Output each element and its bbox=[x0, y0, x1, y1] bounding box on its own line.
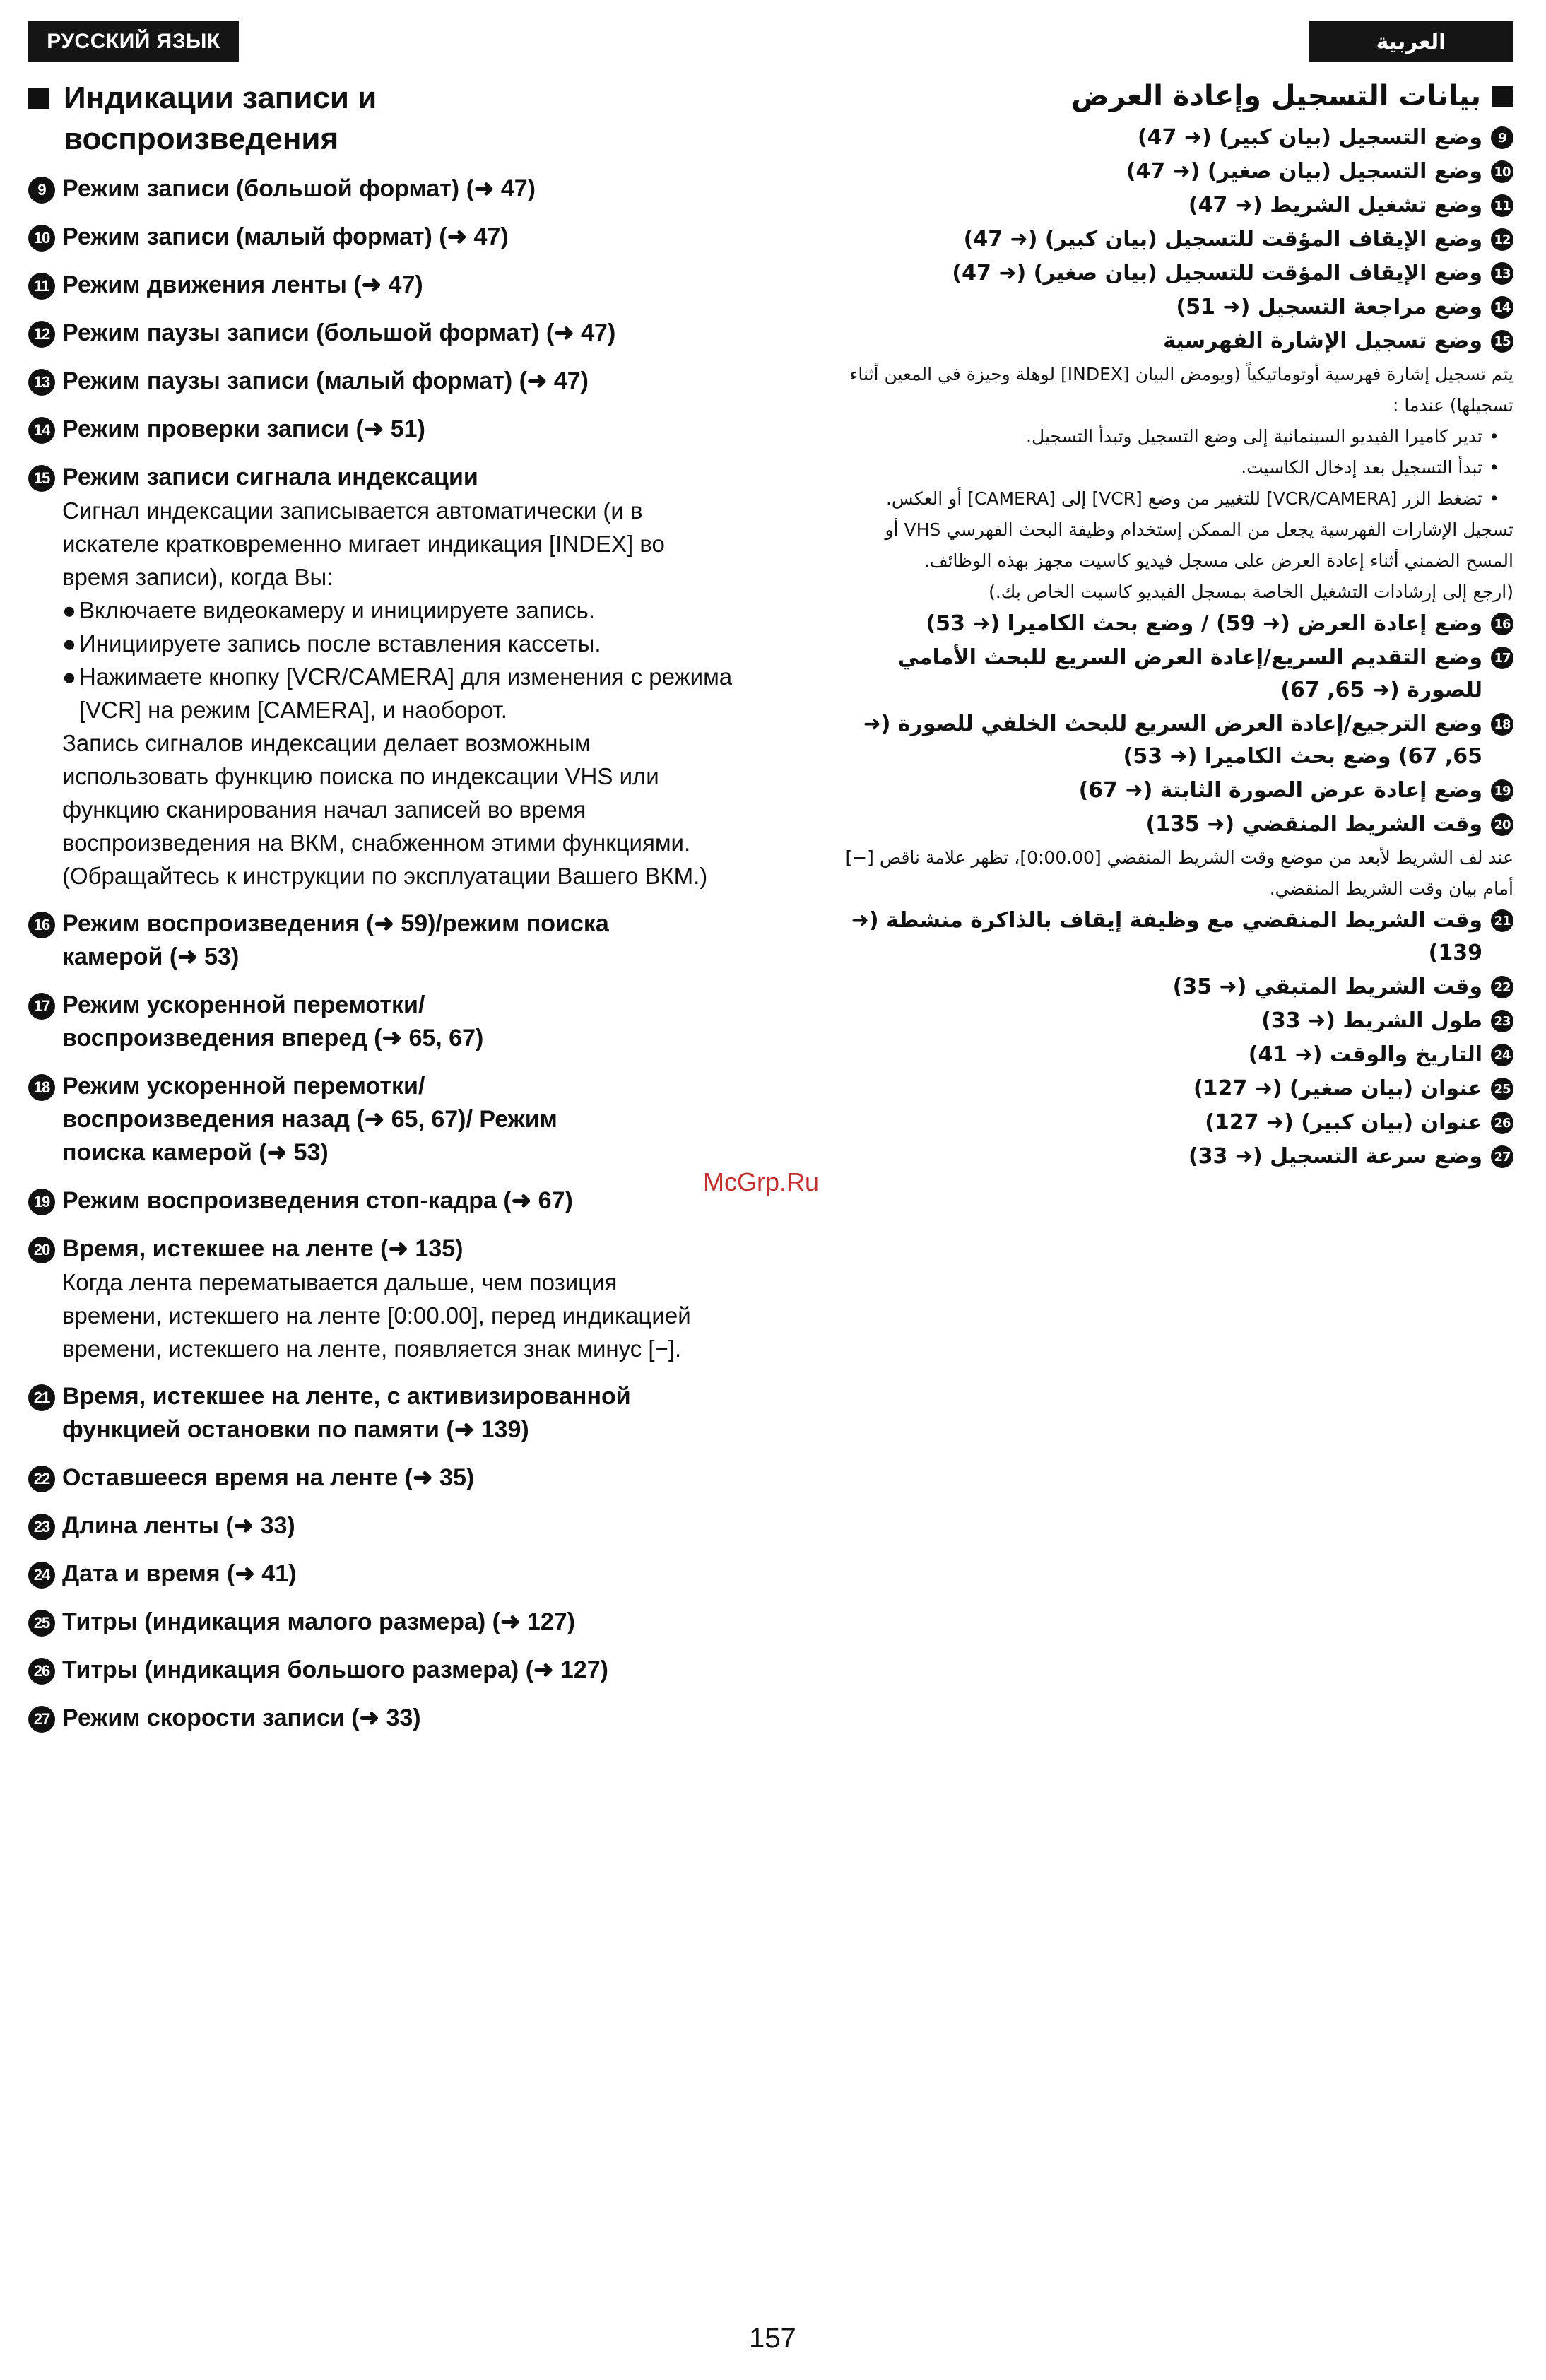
item-title: Режим записи сигнала индексации bbox=[62, 464, 478, 490]
bullet-icon: • bbox=[1489, 426, 1499, 447]
item-title: وقت الشريط المنقضي (➜ 135) bbox=[1145, 812, 1482, 837]
item-title: Режим движения ленты (➜ 47) bbox=[62, 271, 423, 298]
item-title: Режим ускоренной перемотки/ воспроизведения назад (➜ 65, 67)/ Режим поиска камерой (➜ 53) bbox=[62, 1073, 557, 1166]
circled-number-icon: 12 bbox=[1491, 228, 1513, 251]
list-item bbox=[28, 1702, 735, 1735]
circled-number-icon: 16 bbox=[28, 912, 55, 938]
list-item bbox=[834, 223, 1513, 256]
list-item bbox=[28, 1380, 735, 1447]
bullet-icon: • bbox=[1489, 488, 1499, 509]
list-item bbox=[834, 608, 1513, 640]
circled-number-icon: 24 bbox=[28, 1562, 55, 1589]
bullet-item: • تبدأ التسجيل بعد إدخال الكاسيت. bbox=[834, 452, 1513, 483]
list-item bbox=[834, 1039, 1513, 1071]
circled-number-icon: 15 bbox=[1491, 330, 1513, 353]
circled-number-icon: 17 bbox=[1491, 647, 1513, 669]
item-description: Сигнал индексации записывается автоматически (и в искателе кратковременно мигает индикация [INDEX] во время записи), когда Вы: bbox=[62, 497, 665, 590]
item-title: وضع تسجيل الإشارة الفهرسية bbox=[1163, 329, 1482, 353]
list-item bbox=[834, 971, 1513, 1003]
language-tab-arabic: العربية bbox=[1309, 21, 1513, 62]
circled-number-icon: 21 bbox=[1491, 909, 1513, 932]
list-item bbox=[28, 1606, 735, 1639]
item-title: Режим ускоренной перемотки/ воспроизведения вперед (➜ 65, 67) bbox=[62, 991, 484, 1051]
item-title: Оставшееся время на ленте (➜ 35) bbox=[62, 1464, 475, 1491]
item-title: وضع التسجيل (بيان صغير) (➜ 47) bbox=[1126, 159, 1482, 184]
bullet-item: ● Инициируете запись после вставления кассеты. bbox=[62, 627, 735, 660]
item-title: وضع الإيقاف المؤقت للتسجيل (بيان صغير) (➜ 47) bbox=[952, 261, 1482, 285]
circled-number-icon: 14 bbox=[28, 417, 55, 444]
list-item bbox=[28, 1654, 735, 1687]
item-title: وقت الشريط المتبقي (➜ 35) bbox=[1172, 974, 1482, 999]
item-title: وضع مراجعة التسجيل (➜ 51) bbox=[1176, 295, 1482, 319]
list-item bbox=[28, 269, 735, 302]
item-title: Длина ленты (➜ 33) bbox=[62, 1512, 295, 1539]
circled-number-icon: 9 bbox=[1491, 126, 1513, 149]
section-heading-ru: Индикации записи и воспроизведения bbox=[28, 78, 735, 160]
list-item bbox=[834, 291, 1513, 324]
item-title: وضع التسجيل (بيان كبير) (➜ 47) bbox=[1137, 125, 1482, 150]
circled-number-icon: 10 bbox=[28, 225, 55, 252]
item-title: طول الشريط (➜ 33) bbox=[1261, 1008, 1482, 1033]
watermark: McGrp.Ru bbox=[703, 1167, 820, 1196]
item-description: Когда лента перематывается дальше, чем позиция времени, истекшего на ленте [0:00.00], перед индикацией времени, истекшего на ленте, появляется знак минус [−]. bbox=[62, 1269, 691, 1362]
item-title: Время, истекшее на ленте (➜ 135) bbox=[62, 1235, 464, 1262]
list-item bbox=[834, 155, 1513, 188]
list-item bbox=[834, 257, 1513, 290]
circled-number-icon: 13 bbox=[1491, 262, 1513, 285]
circled-number-icon: 25 bbox=[1491, 1078, 1513, 1100]
circled-number-icon: 20 bbox=[1491, 813, 1513, 836]
list-item bbox=[834, 189, 1513, 222]
list-item bbox=[834, 1073, 1513, 1105]
item-title: وضع الإيقاف المؤقت للتسجيل (بيان كبير) (➜ 47) bbox=[963, 227, 1482, 252]
bullet-icon: • bbox=[1489, 457, 1499, 478]
section-heading-ar: بيانات التسجيل وإعادة العرض bbox=[834, 76, 1513, 116]
item-note: (ارجع إلى إرشادات التشغيل الخاصة بمسجل الفيديو كاسيت الخاص بك.) bbox=[989, 582, 1513, 602]
arabic-column bbox=[834, 76, 1513, 1174]
list-item bbox=[834, 774, 1513, 807]
list-item bbox=[28, 1184, 735, 1218]
item-description: Запись сигналов индексации делает возможным использовать функцию поиска по индексации VHS или функцию сканирования начал записей во время воспроизведения на ВКМ, снабженном этими функциями. bbox=[62, 730, 691, 856]
list-item bbox=[28, 413, 735, 446]
item-description: تسجيل الإشارات الفهرسية يجعل من الممكن إستخدام وظيفة البحث الفهرسي VHS أو المسح الضمني أثناء إعادة العرض على مسجل فيديو كاسيت مجهز بهذه الوظائف. bbox=[885, 519, 1513, 571]
list-item bbox=[834, 642, 1513, 707]
item-title: Режим записи (большой формат) (➜ 47) bbox=[62, 175, 536, 202]
bullet-icon: ● bbox=[62, 597, 76, 623]
circled-number-icon: 11 bbox=[1491, 194, 1513, 217]
list-item bbox=[28, 1509, 735, 1543]
circled-number-icon: 12 bbox=[28, 321, 55, 348]
circled-number-icon: 26 bbox=[1491, 1112, 1513, 1134]
circled-number-icon: 24 bbox=[1491, 1044, 1513, 1066]
circled-number-icon: 19 bbox=[28, 1189, 55, 1215]
item-title: وضع إعادة عرض الصورة الثابتة (➜ 67) bbox=[1078, 778, 1482, 803]
item-title: Режим воспроизведения (➜ 59)/режим поиска камерой (➜ 53) bbox=[62, 910, 609, 970]
item-title: Дата и время (➜ 41) bbox=[62, 1560, 297, 1587]
list-item bbox=[834, 325, 1513, 358]
bullet-item: ● Нажимаете кнопку [VCR/CAMERA] для изменения с режима [VCR] на режим [CAMERA], и наоборот. bbox=[62, 660, 735, 726]
item-title: وضع الترجيع/إعادة العرض السريع للبحث الخلفي للصورة (➜ 65, 67) وضع بحث الكاميرا (➜ 53) bbox=[863, 712, 1482, 769]
list-item bbox=[834, 708, 1513, 773]
list-item bbox=[28, 172, 735, 206]
circled-number-icon: 9 bbox=[28, 177, 55, 204]
circled-number-icon: 18 bbox=[28, 1074, 55, 1101]
circled-number-icon: 23 bbox=[28, 1514, 55, 1540]
item-title: Титры (индикация малого размера) (➜ 127) bbox=[62, 1608, 575, 1635]
list-item bbox=[28, 1070, 735, 1170]
circled-number-icon: 20 bbox=[28, 1237, 55, 1263]
language-tab-russian: РУССКИЙ ЯЗЫК bbox=[28, 21, 239, 62]
list-item bbox=[28, 1461, 735, 1495]
circled-number-icon: 11 bbox=[28, 273, 55, 300]
circled-number-icon: 22 bbox=[28, 1466, 55, 1492]
item-title: وضع سرعة التسجيل (➜ 33) bbox=[1188, 1144, 1482, 1169]
list-item bbox=[834, 1141, 1513, 1173]
item-title: عنوان (بيان صغير) (➜ 127) bbox=[1193, 1076, 1482, 1101]
item-title: وضع إعادة العرض (➜ 59) / وضع بحث الكاميرا (➜ 53) bbox=[926, 611, 1482, 636]
item-title: Режим записи (малый формат) (➜ 47) bbox=[62, 223, 509, 250]
item-title: Режим паузы записи (большой формат) (➜ 47) bbox=[62, 319, 616, 346]
circled-number-icon: 26 bbox=[28, 1658, 55, 1685]
item-description: يتم تسجيل إشارة فهرسية أوتوماتيكياً (ويومض البيان [INDEX] لوهلة وجيزة في المعين أثناء تسجيلها) عندما : bbox=[849, 364, 1513, 416]
bullet-icon: ● bbox=[62, 630, 76, 656]
item-title: Режим паузы записи (малый формат) (➜ 47) bbox=[62, 367, 589, 394]
circled-number-icon: 27 bbox=[1491, 1145, 1513, 1168]
bullet-item: • تدير كاميرا الفيديو السينمائية إلى وضع التسجيل وتبدأ التسجيل. bbox=[834, 421, 1513, 452]
item-title: وضع التقديم السريع/إعادة العرض السريع للبحث الأمامي للصورة (➜ 65, 67) bbox=[897, 645, 1482, 702]
list-item bbox=[28, 1557, 735, 1591]
bullet-item: • تضغط الزر [VCR/CAMERA] للتغيير من وضع [VCR] إلى [CAMERA] أو العكس. bbox=[834, 483, 1513, 514]
circled-number-icon: 15 bbox=[28, 465, 55, 492]
circled-number-icon: 14 bbox=[1491, 296, 1513, 319]
list-item bbox=[834, 808, 1513, 841]
bullet-item: ● Включаете видеокамеру и инициируете запись. bbox=[62, 594, 735, 627]
circled-number-icon: 16 bbox=[1491, 613, 1513, 635]
list-item bbox=[28, 989, 735, 1055]
list-item bbox=[834, 905, 1513, 970]
list-item bbox=[834, 122, 1513, 154]
circled-number-icon: 18 bbox=[1491, 713, 1513, 736]
circled-number-icon: 27 bbox=[28, 1706, 55, 1733]
circled-number-icon: 19 bbox=[1491, 779, 1513, 802]
circled-number-icon: 25 bbox=[28, 1610, 55, 1637]
item-title: Титры (индикация большого размера) (➜ 127) bbox=[62, 1656, 608, 1683]
item-title: التاريخ والوقت (➜ 41) bbox=[1248, 1042, 1482, 1067]
circled-number-icon: 21 bbox=[28, 1384, 55, 1411]
item-title: عنوان (بيان كبير) (➜ 127) bbox=[1205, 1110, 1482, 1135]
item-description: عند لف الشريط لأبعد من موضع وقت الشريط المنقضي [0:00.00]، تظهر علامة ناقص [−] أمام بيان وقت الشريط المنقضي. bbox=[845, 847, 1513, 899]
list-item bbox=[834, 1005, 1513, 1037]
circled-number-icon: 22 bbox=[1491, 976, 1513, 998]
item-title: Режим воспроизведения стоп-кадра (➜ 67) bbox=[62, 1187, 573, 1214]
list-item bbox=[28, 1232, 735, 1365]
circled-number-icon: 10 bbox=[1491, 160, 1513, 183]
item-title: Режим скорости записи (➜ 33) bbox=[62, 1704, 421, 1731]
list-item bbox=[28, 220, 735, 254]
black-square-icon bbox=[28, 88, 49, 109]
circled-number-icon: 17 bbox=[28, 993, 55, 1020]
list-item bbox=[834, 1107, 1513, 1139]
page-number: 157 bbox=[749, 2323, 796, 2354]
item-title: Режим проверки записи (➜ 51) bbox=[62, 416, 425, 442]
list-item bbox=[28, 907, 735, 974]
circled-number-icon: 13 bbox=[28, 369, 55, 396]
item-title: وضع تشغيل الشريط (➜ 47) bbox=[1188, 193, 1482, 218]
item-note: (Обращайтесь к инструкции по эксплуатации Вашего ВКМ.) bbox=[62, 863, 708, 889]
item-title: Время, истекшее на ленте, с активизированной функцией остановки по памяти (➜ 139) bbox=[62, 1383, 631, 1443]
list-item bbox=[28, 461, 735, 892]
bullet-icon: ● bbox=[62, 664, 76, 690]
item-title: وقت الشريط المنقضي مع وظيفة إيقاف بالذاكرة منشطة (➜ 139) bbox=[851, 908, 1482, 965]
list-item bbox=[28, 317, 735, 350]
russian-column bbox=[28, 78, 735, 1750]
circled-number-icon: 23 bbox=[1491, 1010, 1513, 1032]
black-square-icon bbox=[1492, 86, 1513, 107]
list-item bbox=[28, 365, 735, 398]
